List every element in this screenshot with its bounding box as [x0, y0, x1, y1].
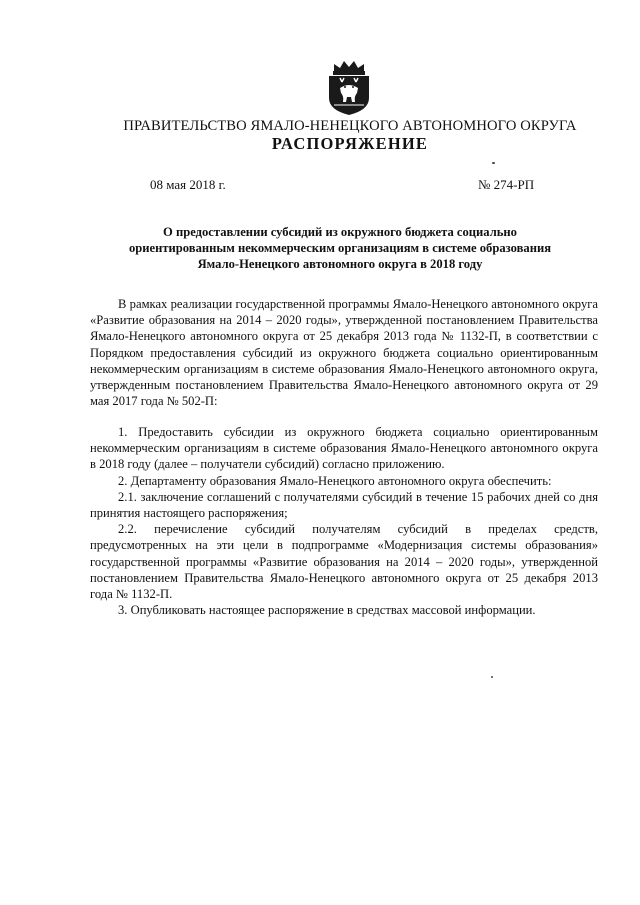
item-paragraph: 1. Предоставить субсидии из окружного бюджета социально ориентированным некоммерческим организациям в системе образования Ямало-Ненецкого автономного округа в 2018 году (далее – получатели субсидий) согласно приложению.	[90, 425, 598, 472]
document-number: № 274-РП	[478, 177, 535, 192]
preamble-paragraph: В рамках реализации государственной программы Ямало-Ненецкого автономного округа «Развитие образования на 2014 – 2020 годы», утвержденной постановлением Правительства Ямало-Ненецкого автономного округа от 25 декабря 2013 года № 1132-П, в соответствии с Порядком предоставления субсидий из окружного бюджета социально ориентированным некоммерческим организациям в системе образования Ямало-Ненецкого автономного округа, утвержденным постановлением Правительства Ямало-Ненецкого автономного округа от 29 мая 2017 года № 502-П:	[90, 297, 598, 409]
document-date: 08 мая 2018 г.	[150, 177, 226, 192]
document-type: РАСПОРЯЖЕНИЕ	[271, 134, 429, 153]
scan-speck	[491, 676, 493, 678]
document-title: О предоставлении субсидий из окружного бюджета социально ориентированным некоммерческим организациям в системе образования Ямало-Ненецкого автономного округа в 2018 году	[128, 225, 552, 271]
preamble	[90, 296, 598, 409]
resolution-items	[90, 424, 598, 618]
item-paragraph: 2.1. заключение соглашений с получателями субсидий в течение 15 рабочих дней со дня принятия настоящего распоряжения;	[90, 489, 598, 521]
government-name: ПРАВИТЕЛЬСТВО ЯМАЛО-НЕНЕЦКОГО АВТОНОМНОГО ОКРУГА	[123, 118, 577, 134]
yamal-coat-of-arms-icon	[324, 58, 374, 116]
item-paragraph: 2.2. перечисление субсидий получателям субсидий в пределах средств, предусмотренных на эти цели в подпрограмме «Модернизация системы образования» государственной программы «Развитие образования на 2014 – 2020 годы», утвержденной постановлением Правительства Ямало-Ненецкого автономного округа от 25 декабря 2013 года № 1132-П.	[90, 522, 598, 602]
scan-speck	[492, 162, 495, 164]
item-paragraph: 3. Опубликовать настоящее распоряжение в средствах массовой информации.	[118, 603, 536, 618]
item-paragraph: 2. Департаменту образования Ямало-Ненецкого автономного округа обеспечить:	[118, 473, 552, 488]
